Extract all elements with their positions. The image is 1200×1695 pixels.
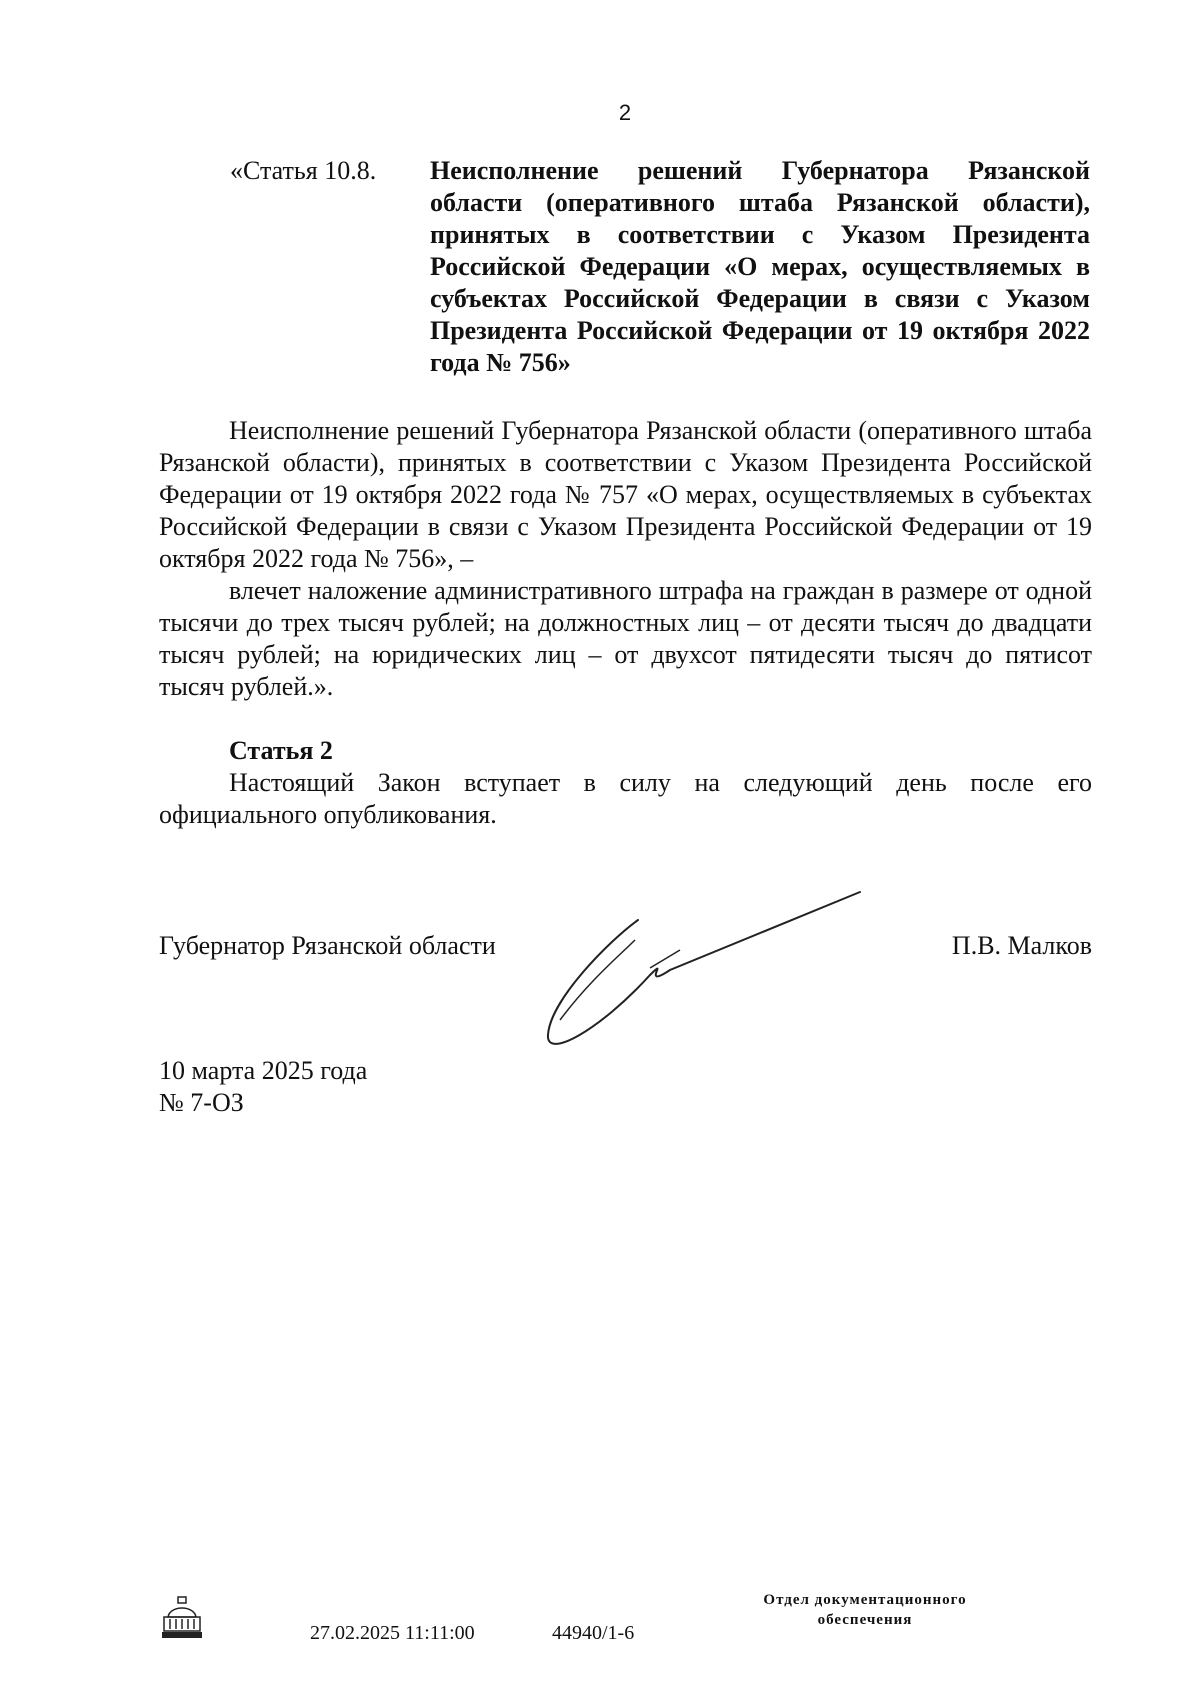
law-date: 10 марта 2025 года xyxy=(159,1056,368,1085)
handwritten-signature xyxy=(540,880,880,1060)
law-number: № 7-ОЗ xyxy=(159,1088,244,1117)
page-number: 2 xyxy=(618,100,632,125)
paragraph-1 xyxy=(159,415,1092,575)
department-line-2: обеспечения xyxy=(817,1612,913,1628)
footer-document-code: 44940/1-6 xyxy=(552,1622,635,1644)
law-date-block xyxy=(159,1055,367,1119)
footer-timestamp: 27.02.2025 11:11:00 xyxy=(310,1622,475,1644)
article-2 xyxy=(159,735,1092,831)
footer-department xyxy=(725,1590,1005,1630)
article-2-heading: Статья 2 xyxy=(229,736,333,765)
paragraph-2-text: влечет наложение административного штрафа на граждан в размере от одной тысячи до трех тысяч рублей; на должностных лиц – от десяти тысяч до двадцати тысяч рублей; на юридических лиц – от двухсот пятидесяти тысяч до пятисот тысяч рублей.». xyxy=(159,576,1092,701)
article-10-8-header xyxy=(230,155,1090,379)
article-label: «Статья 10.8. xyxy=(230,156,377,185)
article-title: Неисполнение решений Губернатора Рязанской области (оперативного штаба Рязанской области), принятых в соответствии с Указом Президента Российской Федерации «О мерах, осуществляемых в субъектах Российской Федерации в связи с Указом Президента Российской Федерации от 19 октября 2022 года № 756» xyxy=(430,156,1090,377)
paragraph-2 xyxy=(159,575,1092,703)
signatory-name: П.В. Малков xyxy=(951,931,1092,960)
signatory-title: Губернатор Рязанской области xyxy=(159,931,496,960)
duma-logo-icon xyxy=(160,1595,204,1641)
article-2-text: Настоящий Закон вступает в силу на следующий день после его официального опубликования. xyxy=(159,768,1092,829)
department-line-1: Отдел документационного xyxy=(763,1592,967,1608)
paragraph-1-text: Неисполнение решений Губернатора Рязанской области (оперативного штаба Рязанской области), принятых в соответствии с Указом Президента Российской Федерации от 19 октября 2022 года № 757 «О мерах, осуществляемых в субъектах Российской Федерации в связи с Указом Президента Российской Федерации от 19 октября 2022 года № 756», – xyxy=(159,416,1092,573)
